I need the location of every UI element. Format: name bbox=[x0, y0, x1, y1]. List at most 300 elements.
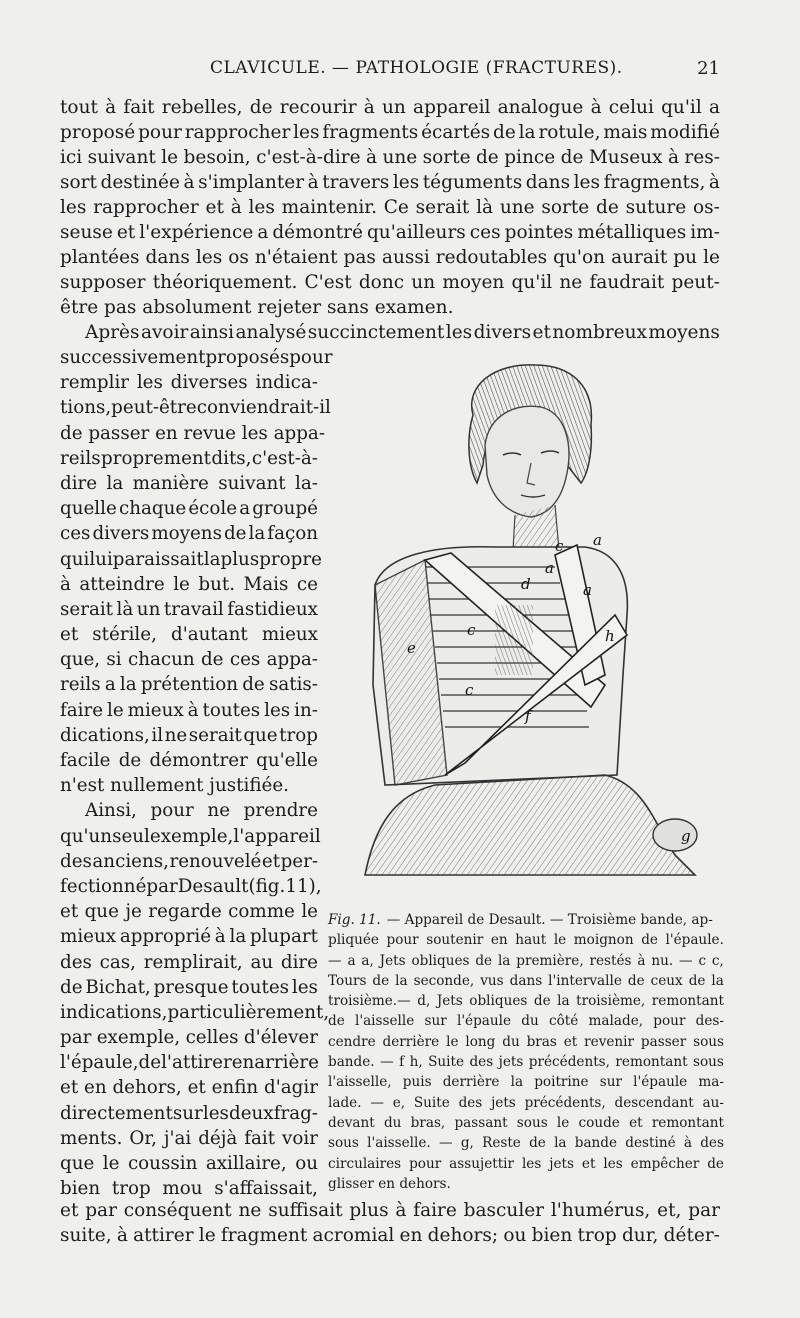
word: les bbox=[291, 976, 318, 998]
word: quelle bbox=[60, 498, 117, 520]
word: d, bbox=[417, 993, 431, 1010]
caption-line: glisser en dehors. bbox=[328, 1175, 451, 1192]
word: conséquent bbox=[123, 1200, 232, 1221]
text-line bbox=[60, 647, 318, 672]
word: destiné bbox=[625, 1135, 676, 1152]
word: exemple, bbox=[96, 1027, 181, 1049]
word: à bbox=[637, 952, 646, 969]
word: l'épaule, bbox=[60, 1052, 139, 1074]
word: Suite bbox=[428, 1054, 465, 1071]
word: par bbox=[688, 1200, 720, 1221]
word: cendre bbox=[328, 1033, 376, 1050]
word: que, bbox=[60, 649, 101, 671]
text-line bbox=[60, 421, 325, 446]
word: jets bbox=[498, 1054, 524, 1071]
word: groupé bbox=[252, 498, 318, 520]
word: les bbox=[136, 372, 163, 394]
word: le bbox=[556, 1114, 570, 1131]
figure-label: h bbox=[605, 627, 615, 645]
word: Mais bbox=[243, 573, 289, 595]
word: destinée bbox=[100, 172, 180, 193]
text-line-part: de passer en revue les appa- bbox=[60, 422, 325, 444]
word: bien bbox=[60, 1178, 101, 1200]
word: cas, bbox=[99, 951, 136, 973]
word: axillaire, bbox=[205, 1153, 287, 1174]
word: fragments bbox=[322, 122, 419, 143]
word: a bbox=[239, 498, 251, 520]
text-line bbox=[60, 245, 720, 270]
word: les bbox=[195, 247, 223, 268]
word: successivement bbox=[60, 347, 206, 368]
word: l'attirer bbox=[161, 1052, 232, 1074]
word: Jets bbox=[436, 993, 463, 1010]
word: précédents, bbox=[524, 1094, 606, 1111]
word: tions, bbox=[60, 397, 112, 419]
running-title: CLAVICULE. — PATHOLOGIE (FRACTURES). bbox=[210, 58, 623, 78]
word: la bbox=[119, 674, 137, 696]
intro-paragraphs bbox=[60, 95, 720, 345]
word: ne bbox=[164, 724, 188, 746]
word: a, bbox=[361, 952, 374, 969]
word: paraissait bbox=[112, 548, 204, 570]
word: les bbox=[293, 122, 320, 143]
word: dans bbox=[525, 172, 571, 193]
word: circulaires bbox=[328, 1155, 402, 1172]
word: de bbox=[242, 674, 265, 696]
word: plupart bbox=[249, 926, 318, 948]
word: plus bbox=[349, 1200, 389, 1221]
word: et bbox=[60, 624, 79, 646]
word: sur bbox=[424, 1013, 447, 1030]
word: qu'il bbox=[661, 97, 702, 118]
word: des bbox=[458, 1094, 483, 1111]
word: ou bbox=[503, 1225, 527, 1246]
text-line bbox=[60, 1000, 330, 1025]
word: à bbox=[307, 172, 319, 193]
word: qu'un bbox=[60, 825, 113, 847]
word: du bbox=[383, 1114, 402, 1131]
text-line bbox=[60, 849, 318, 874]
word: peut- bbox=[671, 272, 720, 293]
word: tout bbox=[60, 97, 98, 118]
word: dire bbox=[60, 472, 98, 494]
caption-line bbox=[328, 971, 724, 991]
word: la bbox=[497, 952, 511, 969]
word: f bbox=[399, 1054, 405, 1071]
word: — bbox=[438, 1135, 453, 1152]
text-line bbox=[60, 95, 720, 120]
caption-line bbox=[328, 1011, 724, 1031]
word: pour bbox=[289, 347, 333, 368]
word: malade, bbox=[588, 1013, 644, 1030]
text-line bbox=[60, 1050, 318, 1075]
word: un bbox=[411, 272, 436, 293]
word: s'implanter bbox=[198, 172, 305, 193]
figure-label: e bbox=[407, 639, 416, 657]
word: en bbox=[84, 1077, 107, 1099]
word: il bbox=[151, 724, 164, 746]
word: serait bbox=[415, 197, 470, 218]
word: sorte bbox=[422, 147, 471, 168]
word: seconde, bbox=[413, 972, 475, 989]
word: regarde bbox=[148, 901, 222, 923]
word: qui bbox=[60, 548, 90, 570]
word: du bbox=[502, 1033, 520, 1050]
running-header bbox=[60, 58, 720, 84]
word: une bbox=[382, 147, 418, 168]
text-line bbox=[60, 320, 720, 345]
word: de bbox=[200, 649, 224, 671]
word: vus bbox=[480, 972, 504, 989]
word: à bbox=[683, 1135, 692, 1152]
text-line bbox=[60, 370, 318, 395]
word: bras, bbox=[410, 1114, 446, 1131]
word: de bbox=[328, 1013, 345, 1030]
word: troisième, bbox=[576, 993, 646, 1010]
word: analogue bbox=[497, 97, 584, 118]
word: en bbox=[490, 932, 508, 949]
word: prétention bbox=[140, 674, 239, 696]
word: travers bbox=[322, 172, 390, 193]
figure-label: d bbox=[521, 575, 531, 593]
word: e, bbox=[392, 1094, 406, 1111]
word: ne bbox=[207, 800, 231, 822]
word: besoin, bbox=[183, 147, 251, 168]
word: attirer bbox=[133, 1225, 194, 1246]
word: de bbox=[533, 993, 551, 1010]
word: de bbox=[118, 750, 142, 771]
word: la bbox=[510, 1074, 524, 1091]
word: jets bbox=[491, 1094, 516, 1111]
caption-line bbox=[328, 951, 724, 971]
word: arrière bbox=[254, 1052, 319, 1074]
word: l'intervalle bbox=[548, 972, 622, 989]
word: long bbox=[465, 1033, 496, 1050]
word: sorte bbox=[541, 197, 590, 218]
word: bien bbox=[531, 1225, 573, 1246]
word: directement bbox=[60, 1102, 173, 1124]
word: des bbox=[60, 951, 92, 973]
word: et bbox=[261, 850, 281, 872]
figure-label: c bbox=[465, 681, 474, 699]
word: serait bbox=[60, 598, 114, 620]
word: ceux bbox=[650, 972, 683, 989]
word: à bbox=[187, 699, 199, 721]
word: derrière bbox=[442, 1074, 500, 1091]
word: analysé bbox=[235, 322, 307, 343]
word: anciens, bbox=[92, 850, 169, 872]
word: les bbox=[202, 1102, 229, 1124]
word: — bbox=[679, 952, 693, 969]
text-line bbox=[60, 1126, 318, 1151]
text-line bbox=[60, 1101, 318, 1126]
text-line bbox=[60, 1025, 318, 1050]
word: devant bbox=[328, 1114, 375, 1131]
word: facile bbox=[60, 750, 111, 771]
word: serait bbox=[188, 724, 242, 746]
word: à bbox=[183, 172, 195, 193]
word: fastidieux bbox=[227, 598, 318, 620]
word: pour bbox=[150, 800, 194, 822]
word: démontré bbox=[272, 222, 363, 243]
word: de bbox=[596, 197, 619, 218]
word: suivant bbox=[87, 147, 156, 168]
word: coussin bbox=[127, 1153, 198, 1174]
word: mou bbox=[162, 1178, 203, 1200]
text-line bbox=[60, 924, 318, 949]
word: moyens bbox=[151, 523, 222, 545]
word: pour bbox=[653, 1013, 686, 1030]
word: façon bbox=[267, 523, 318, 545]
word: passant bbox=[454, 1114, 508, 1131]
word: passer bbox=[640, 1033, 687, 1050]
figure-label: g bbox=[681, 827, 691, 845]
word: dications, bbox=[60, 724, 150, 746]
word: à bbox=[708, 172, 720, 193]
word: maintenir. bbox=[281, 197, 377, 218]
word: que bbox=[243, 724, 278, 746]
word: téguments bbox=[422, 172, 523, 193]
word: précédents, bbox=[528, 1054, 610, 1071]
word: Après bbox=[85, 322, 140, 343]
word: pu bbox=[673, 247, 698, 268]
word: fragments, bbox=[603, 172, 706, 193]
word: rotule, bbox=[538, 122, 601, 143]
word: obliques bbox=[469, 993, 528, 1010]
word: les bbox=[603, 1155, 623, 1172]
word: et bbox=[205, 197, 224, 218]
word: fectionné bbox=[60, 875, 147, 897]
word: là bbox=[476, 197, 494, 218]
word: l'épaule. bbox=[665, 932, 724, 949]
word: plantées bbox=[60, 247, 140, 268]
word: l'aisselle bbox=[354, 1013, 415, 1030]
word: l'humérus, bbox=[550, 1200, 651, 1221]
figure-label: a bbox=[545, 559, 554, 577]
word: propre bbox=[259, 548, 322, 570]
word: reils bbox=[60, 447, 101, 469]
caption-line bbox=[328, 1113, 724, 1133]
caption-text: — Appareil de Desault. — Troisième bande, ap- bbox=[386, 912, 713, 928]
word: la bbox=[711, 972, 724, 989]
word: donc bbox=[358, 272, 405, 293]
word: indica- bbox=[255, 372, 318, 394]
word: seul bbox=[112, 825, 150, 847]
word: à bbox=[363, 97, 375, 118]
word: le bbox=[173, 573, 190, 595]
word: aussi bbox=[381, 247, 430, 268]
word: revenir bbox=[584, 1033, 635, 1050]
word: sur bbox=[599, 1074, 622, 1091]
word: que bbox=[60, 1153, 95, 1174]
word: ces bbox=[60, 523, 91, 545]
word: remontant bbox=[615, 1054, 688, 1071]
word: faire bbox=[60, 699, 104, 721]
word: et bbox=[60, 1200, 79, 1221]
word: conviendrait-il bbox=[196, 397, 331, 419]
word: coude bbox=[578, 1114, 620, 1131]
word: trop bbox=[577, 1225, 617, 1246]
word: a bbox=[708, 97, 720, 118]
word: rapprocher bbox=[184, 122, 291, 143]
word: là bbox=[116, 598, 134, 620]
word: les bbox=[60, 197, 87, 218]
word: mieux bbox=[261, 624, 318, 646]
word: un bbox=[382, 97, 406, 118]
figure-desault-bandage bbox=[355, 355, 725, 903]
word: a bbox=[347, 952, 356, 969]
word: Or, bbox=[129, 1127, 157, 1149]
word: l'expérience bbox=[139, 222, 254, 243]
text-line bbox=[60, 798, 318, 823]
word: — bbox=[380, 1054, 394, 1071]
word: empêcher bbox=[630, 1155, 700, 1172]
word: avoir bbox=[140, 322, 189, 343]
word: de bbox=[475, 147, 499, 168]
word: les bbox=[392, 172, 420, 193]
word: la- bbox=[295, 472, 318, 494]
word: enfin bbox=[211, 1077, 259, 1099]
word: diverses bbox=[170, 372, 248, 394]
word: Bichat, bbox=[85, 976, 151, 998]
word: à bbox=[116, 1225, 128, 1246]
caption-line bbox=[328, 1154, 724, 1174]
word: de bbox=[529, 1135, 546, 1152]
word: Reste bbox=[482, 1135, 521, 1152]
word: par bbox=[146, 875, 178, 897]
word: un bbox=[136, 598, 161, 620]
word: que bbox=[84, 901, 119, 923]
word: nombreux bbox=[552, 322, 647, 343]
word: par bbox=[60, 1027, 92, 1049]
word: lui bbox=[89, 548, 113, 570]
word: et, bbox=[657, 1200, 682, 1221]
word: in- bbox=[294, 699, 318, 721]
text-line: n'est nullement justifiée. bbox=[60, 775, 289, 797]
word: c'est-à- bbox=[251, 447, 318, 469]
word: plus bbox=[220, 548, 260, 570]
word: proposés bbox=[205, 347, 290, 368]
word: im- bbox=[690, 222, 720, 243]
word: suffisait bbox=[268, 1200, 343, 1221]
word: sous bbox=[693, 1033, 724, 1050]
word: faire bbox=[413, 1200, 457, 1221]
word: reils bbox=[60, 674, 101, 696]
word: celui bbox=[608, 97, 654, 118]
word: s'affaissait, bbox=[214, 1178, 318, 1200]
word: toutes bbox=[202, 699, 261, 721]
word: à bbox=[590, 97, 602, 118]
text-line bbox=[60, 547, 322, 572]
word: sous bbox=[693, 1054, 724, 1071]
word: ce bbox=[296, 573, 318, 595]
word: du bbox=[521, 1013, 539, 1030]
word: deux bbox=[229, 1102, 274, 1124]
word: Ainsi, bbox=[85, 800, 137, 822]
word: stérile, bbox=[92, 624, 157, 646]
word: but. bbox=[198, 573, 236, 595]
text-column bbox=[60, 345, 333, 1201]
word: remontant bbox=[651, 993, 724, 1010]
word: soutenir bbox=[426, 932, 484, 949]
word: les bbox=[573, 172, 600, 193]
word: basculer bbox=[463, 1200, 545, 1221]
word: et bbox=[629, 1114, 643, 1131]
word: le bbox=[703, 247, 720, 268]
word: le bbox=[446, 1033, 459, 1050]
text-line bbox=[60, 145, 720, 170]
word: la bbox=[106, 472, 124, 494]
word: divers bbox=[473, 322, 532, 343]
word: derrière bbox=[382, 1033, 440, 1050]
text-line bbox=[60, 1151, 318, 1176]
word: si bbox=[106, 649, 122, 671]
word: approprié bbox=[119, 926, 212, 948]
caption-line bbox=[328, 1093, 724, 1113]
word: trop bbox=[111, 1178, 151, 1200]
word: de bbox=[493, 122, 516, 143]
word: remplirait, bbox=[143, 951, 243, 973]
word: le bbox=[301, 901, 318, 923]
text-line bbox=[60, 748, 318, 773]
word: troisième.— bbox=[328, 993, 411, 1010]
word: Tours bbox=[328, 972, 367, 989]
text-line bbox=[60, 672, 318, 697]
word: modifié bbox=[650, 122, 720, 143]
text-line bbox=[60, 395, 331, 420]
word: qu'elle bbox=[256, 750, 318, 771]
word: succinctement bbox=[307, 322, 445, 343]
text-line bbox=[60, 496, 318, 521]
word: Museux bbox=[588, 147, 663, 168]
word: le bbox=[161, 147, 179, 168]
drapery bbox=[365, 775, 695, 875]
page-number: 21 bbox=[697, 58, 720, 79]
word: de bbox=[372, 972, 390, 989]
word: nu. bbox=[651, 952, 674, 969]
word: trop bbox=[279, 724, 318, 746]
word: l'appareil bbox=[233, 825, 321, 847]
word: dehors; bbox=[427, 1225, 499, 1246]
word: pour bbox=[386, 932, 419, 949]
word: Ce bbox=[383, 197, 409, 218]
text-line bbox=[60, 597, 318, 622]
word: de bbox=[688, 972, 706, 989]
word: à bbox=[667, 147, 679, 168]
word: et bbox=[116, 222, 136, 243]
word: des- bbox=[695, 1013, 724, 1030]
word: suture bbox=[625, 197, 687, 218]
word: sort bbox=[60, 172, 97, 193]
word: g, bbox=[460, 1135, 474, 1152]
word: redoutables bbox=[435, 247, 548, 268]
word: manière bbox=[132, 472, 209, 494]
word: côté bbox=[549, 1013, 579, 1030]
word: première, bbox=[516, 952, 584, 969]
word: les bbox=[521, 1155, 542, 1172]
word: haut bbox=[515, 932, 547, 949]
word: atteindre bbox=[79, 573, 165, 595]
figure-label: c bbox=[467, 621, 476, 639]
word: à bbox=[230, 197, 242, 218]
word: et bbox=[60, 1077, 79, 1099]
word: seuse bbox=[60, 222, 113, 243]
word: sur bbox=[172, 1102, 203, 1124]
word: ou bbox=[295, 1153, 318, 1174]
word: des bbox=[700, 1135, 724, 1152]
word: à bbox=[60, 573, 71, 595]
bandage-illustration bbox=[355, 355, 725, 903]
